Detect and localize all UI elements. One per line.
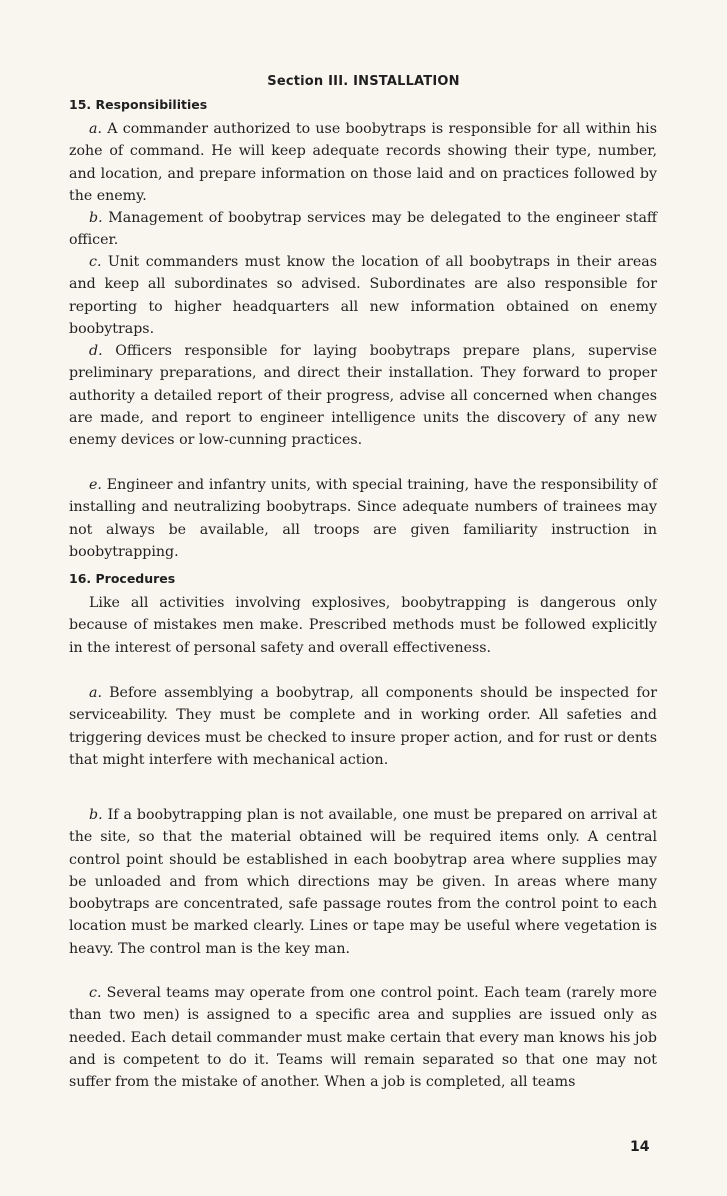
paragraph-16b [69,804,657,960]
paragraph-lead: a. [89,685,102,701]
paragraph-lead: b. [89,210,103,226]
paragraph-lead: a. [89,121,102,137]
paragraph-text: Engineer and infantry units, with special training, have the responsibility of installing and neutralizing boobytraps. Since adequate numbers of trainees may not always be available, all troops are given familiarity instruction in boobytrapping. [69,477,657,560]
paragraph-text: Unit commanders must know the location of all boobytraps in their areas and keep all subordinates so advised. Subordinates are also responsible for reporting to higher headquarters all new information obtained on enemy boobytraps. [69,254,657,337]
paragraph-16-intro [69,592,657,659]
paragraph-16a [69,682,657,771]
paragraph-heading-responsibilities: 15. Responsibilities [69,97,208,112]
paragraph-heading-procedures: 16. Procedures [69,571,176,586]
paragraph-15c [69,251,657,340]
paragraph-15b [69,207,657,252]
paragraph-text: Like all activities involving explosives, boobytrapping is dangerous only because of mistakes men make. Prescribed methods must be followed explicitly in the interest of personal safety and overall effectiveness. [69,595,657,656]
paragraph-lead: d. [89,343,103,359]
paragraph-15e [69,474,657,563]
section-heading: Section III. INSTALLATION [267,74,460,89]
paragraph-text: If a boobytrapping plan is not available, one must be prepared on arrival at the site, so that the material obtained will be required items only. A central control point should be established in each boobytrap area where supplies may be unloaded and from which directions may be given. In areas where many boobytraps are concentrated, safe passage routes from the control point to each location must be marked clearly. Lines or tape may be useful where vegetation is heavy. The control man is the key man. [69,807,657,957]
paragraph-15d [69,340,657,451]
paragraph-16c [69,982,657,1093]
paragraph-text: Officers responsible for laying boobytraps prepare plans, supervise preliminary preparations, and direct their installation. They forward to proper authority a detailed report of their progress, advise all concerned when changes are made, and report to engineer intelligence units the discovery of any new enemy devices or low-cunning practices. [69,343,657,449]
paragraph-lead: b. [89,807,103,823]
paragraph-text: Several teams may operate from one control point. Each team (rarely more than two men) is assigned to a specific area and supplies are issued only as needed. Each detail commander must make certain that every man knows his job and is competent to do it. Teams will remain separated so that one may not suffer from the mistake of another. When a job is completed, all teams [69,985,657,1091]
paragraph-15a [69,118,657,207]
page-number: 14 [630,1139,650,1155]
paragraph-text: A commander authorized to use boobytraps is responsible for all within his zohe of command. He will keep adequate records showing their type, number, and location, and prepare information on those laid and on practices followed by the enemy. [69,121,657,204]
paragraph-lead: c. [89,254,102,270]
paragraph-lead: c. [89,985,102,1001]
paragraph-text: Before assemblying a boobytrap, all components should be inspected for serviceability. They must be complete and in working order. All safeties and triggering devices must be checked to insure proper action, and for rust or dents that might interfere with mechanical action. [69,685,657,768]
paragraph-text: Management of boobytrap services may be delegated to the engineer staff officer. [69,210,657,249]
paragraph-lead: e. [89,477,102,493]
